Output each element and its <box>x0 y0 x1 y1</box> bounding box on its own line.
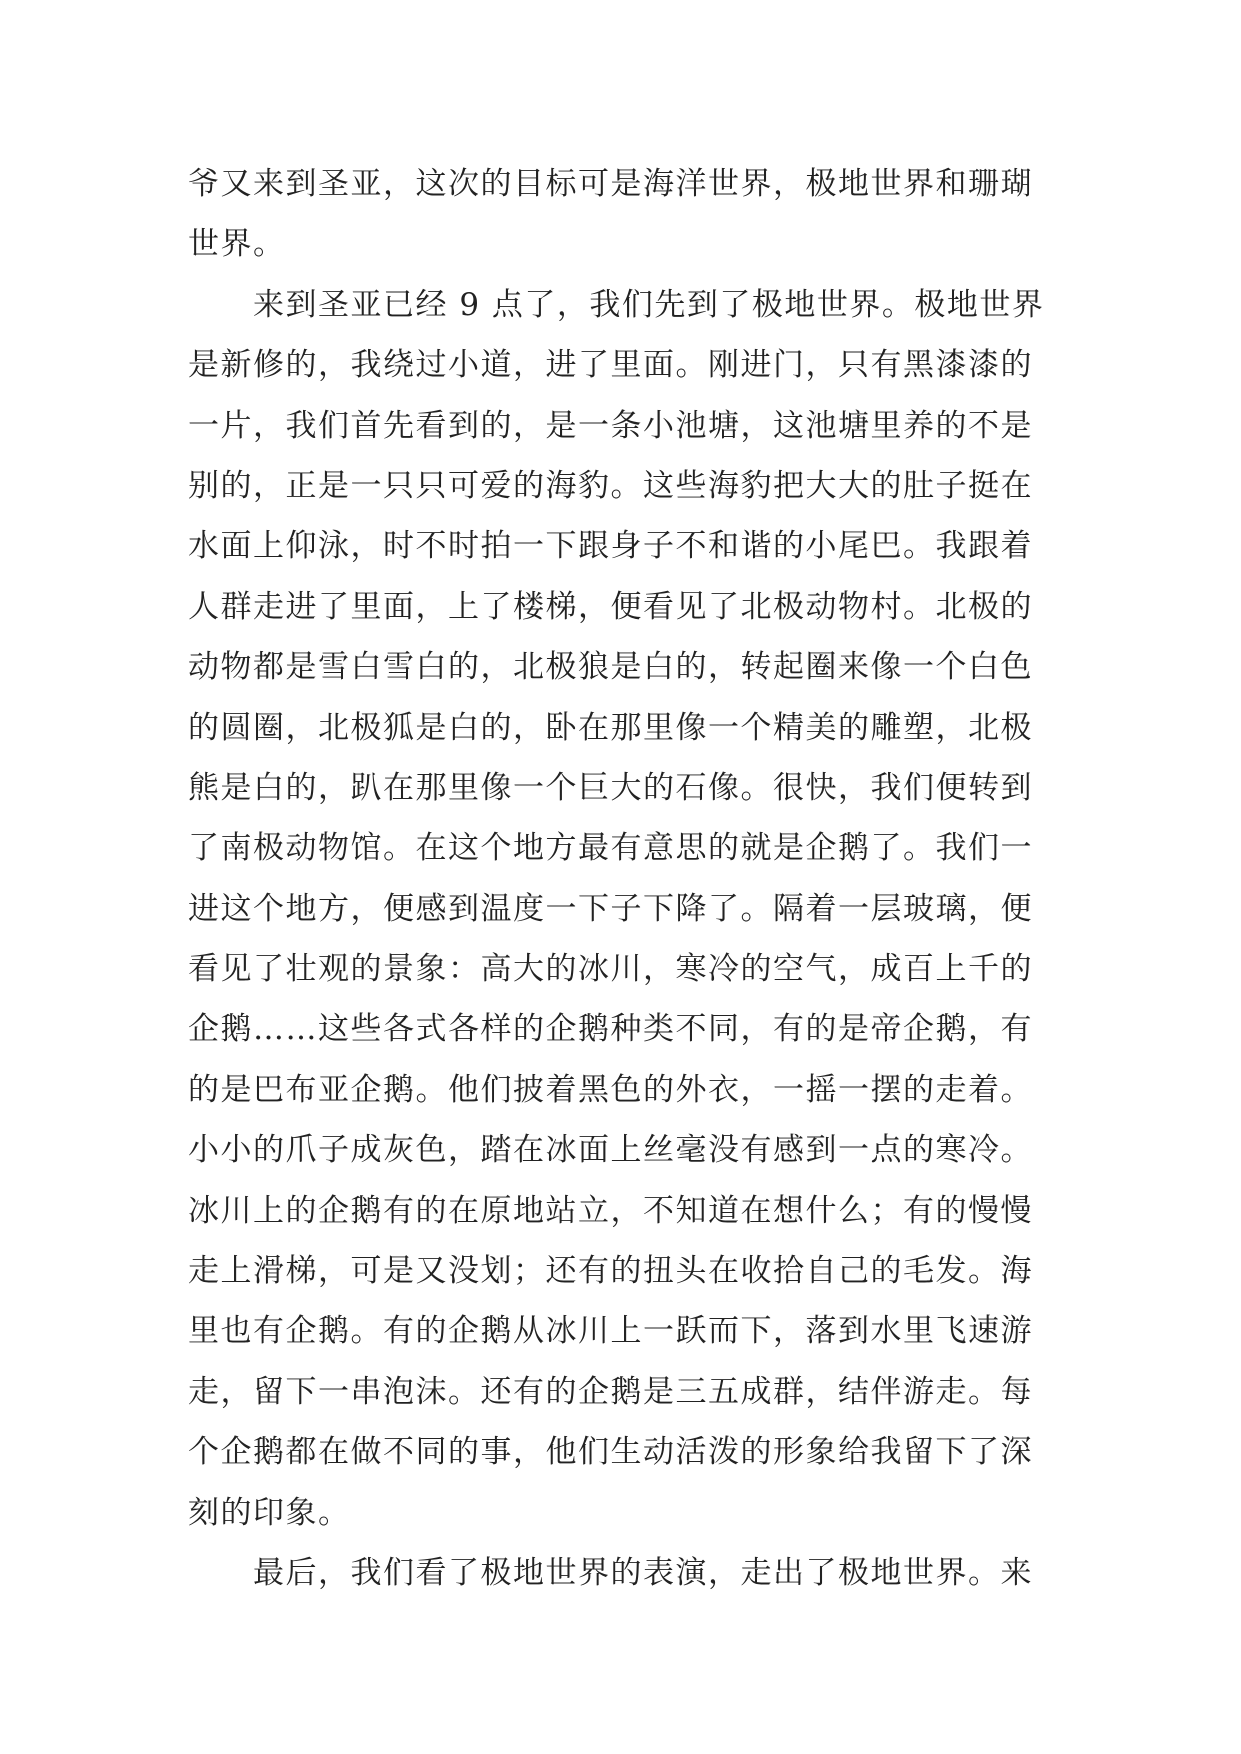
text-line: 走，留下一串泡沫。还有的企鹅是三五成群，结伴游走。每 <box>188 1373 1033 1410</box>
text-line: 企鹅……这些各式各样的企鹅种类不同，有的是帝企鹅，有 <box>188 1011 1033 1048</box>
text-line: 爷又来到圣亚，这次的目标可是海洋世界，极地世界和珊瑚 <box>188 166 1033 202</box>
text-line: 来到圣亚已经 9 点了，我们先到了极地世界。极地世界 <box>188 286 1045 323</box>
text-line: 冰川上的企鹅有的在原地站立，不知道在想什么；有的慢慢 <box>188 1192 1033 1229</box>
text-line: 动物都是雪白雪白的，北极狼是白的，转起圈来像一个白色 <box>188 649 1033 686</box>
body-text <box>188 154 1068 1603</box>
text-line: 刻的印象。 <box>188 1494 351 1531</box>
text-line: 的是巴布亚企鹅。他们披着黑色的外衣，一摇一摆的走着。 <box>188 1071 1033 1108</box>
text-line: 的圆圈，北极狐是白的，卧在那里像一个精美的雕塑，北极 <box>188 709 1033 746</box>
text-line: 看见了壮观的景象：高大的冰川，寒冷的空气，成百上千的 <box>188 951 1033 988</box>
text-line: 一片，我们首先看到的，是一条小池塘，这池塘里养的不是 <box>188 407 1033 444</box>
text-line: 走上滑梯，可是又没划；还有的扭头在收拾自己的毛发。海 <box>188 1253 1033 1290</box>
text-line: 了南极动物馆。在这个地方最有意思的就是企鹅了。我们一 <box>188 830 1033 867</box>
text-line: 人群走进了里面，上了楼梯，便看见了北极动物村。北极的 <box>188 588 1033 625</box>
text-line: 最后，我们看了极地世界的表演，走出了极地世界。来 <box>188 1554 1033 1591</box>
text-line: 个企鹅都在做不同的事，他们生动活泼的形象给我留下了深 <box>188 1434 1033 1471</box>
text-line: 熊是白的，趴在那里像一个巨大的石像。很快，我们便转到 <box>188 769 1033 806</box>
text-line: 别的，正是一只只可爱的海豹。这些海豹把大大的肚子挺在 <box>188 467 1033 504</box>
text-line: 里也有企鹅。有的企鹅从冰川上一跃而下，落到水里飞速游 <box>188 1313 1033 1350</box>
text-line: 是新修的，我绕过小道，进了里面。刚进门，只有黑漆漆的 <box>188 347 1033 384</box>
text-line: 世界。 <box>188 226 286 263</box>
text-line: 小小的爪子成灰色，踏在冰面上丝毫没有感到一点的寒冷。 <box>188 1132 1033 1169</box>
text-line: 进这个地方，便感到温度一下子下降了。隔着一层玻璃，便 <box>188 890 1033 927</box>
text-line: 水面上仰泳，时不时拍一下跟身子不和谐的小尾巴。我跟着 <box>188 528 1033 565</box>
